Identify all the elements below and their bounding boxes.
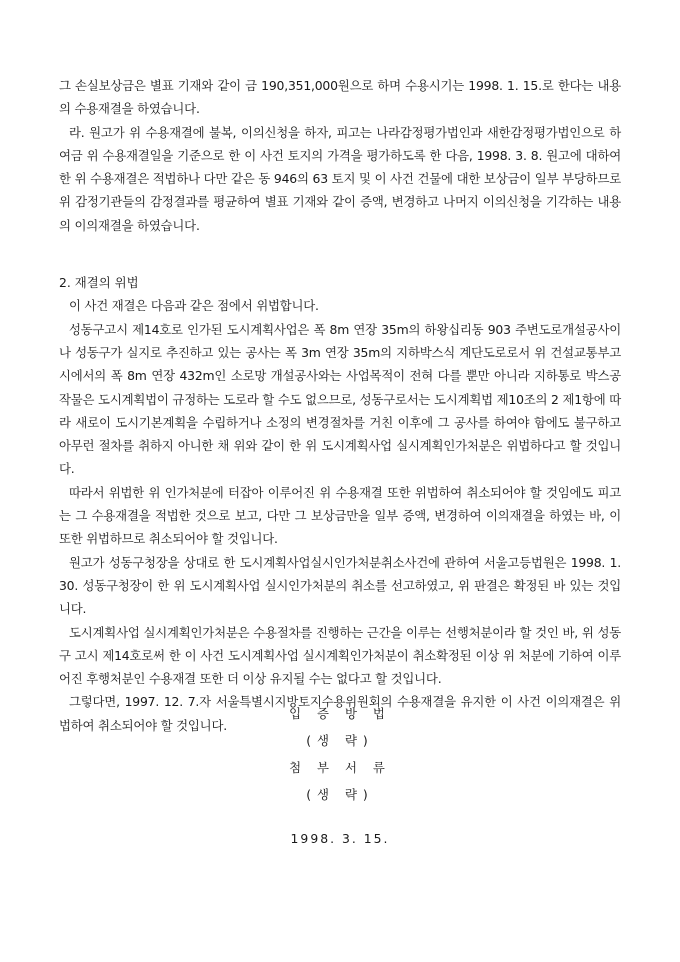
document-date: 1998. 3. 15. — [290, 831, 390, 846]
evidence-note: (생 략) — [306, 733, 374, 748]
attachments-note: (생 략) — [306, 787, 374, 802]
section-heading-illegality: 2. 재결의 위법 — [59, 275, 139, 291]
evidence-heading: 입 증 방 법 — [289, 706, 391, 721]
document-body — [59, 74, 621, 737]
paragraph-court-ruling: 원고가 성동구청장을 상대로 한 도시계획사업실시인가처분취소사건에 관하여 서울고등법원은 1998. 1. 30. 성동구청장이 한 위 도시계획사업 실시인가처분의 취소를 선고하였고, 위 판결은 확정된 바 있는 것입니다. — [59, 554, 621, 617]
paragraph-objection: 라. 원고가 위 수용재결에 불복, 이의신청을 하자, 피고는 나라감정평가법인과 새한감정평가법인으로 하여금 위 수용재결일을 기준으로 한 이 사건 토지의 가격을 평가하도록 한 다음, 1998. 3. 8. 원고에 대하여 한 위 수용재결은 적법하나 다만 같은 동 946의 63 토지 및 이 사건 건물에 대한 보상금이 일부 부당하므로 위 감정기관들의 감정결과를 평균하여 별표 기재와 같이 증액, 변경하고 나머지 이의신청을 기각하는 내용의 이의재결을 하였습니다. — [59, 124, 621, 233]
attachments-heading: 첨 부 서 류 — [289, 760, 391, 775]
paragraph-therefore: 따라서 위법한 위 인가처분에 터잡아 이루어진 위 수용재결 또한 위법하여 취소되어야 할 것임에도 피고는 그 수용재결을 적법한 것으로 보고, 다만 그 보상금만을 일부 증액, 변경하여 이의재결을 하였는 바, 이 또한 위법하므로 취소되어야 할 것입니다. — [59, 484, 621, 547]
evidence-section — [0, 700, 680, 808]
paragraph-intro: 이 사건 재결은 다음과 같은 점에서 위법합니다. — [69, 298, 319, 314]
paragraph-compensation: 그 손실보상금은 별표 기재와 같이 금 190,351,000원으로 하며 수용시기는 1998. 1. 15.로 한다는 내용의 수용재결을 하였습니다. — [59, 78, 621, 117]
spacer — [59, 237, 621, 271]
paragraph-prior-disposition: 도시계획사업 실시계획인가처분은 수용절차를 진행하는 근간을 이루는 선행처분이라 할 것인 바, 위 성동구 고시 제14호로써 한 이 사건 도시계획사업 실시계획인가처분이 취소확정된 이상 위 처분에 기하여 이루어진 후행처분인 수용재결 또한 더 이상 유지될 수는 없다고 할 것입니다. — [59, 624, 621, 687]
paragraph-project: 성동구고시 제14호로 인가된 도시계획사업은 폭 8m 연장 35m의 하왕십리동 903 주변도로개설공사이나 성동구가 실지로 추진하고 있는 공사는 폭 3m 연장 35m의 지하박스식 계단도로로서 위 건설교통부고시에서의 폭 8m 연장 432m인 소로망 개설공사와는 사업목적이 전혀 다를 뿐만 아니라 지하통로 박스공작물은 도시계획법이 규정하는 도로라 할 수도 없으므로, 성동구로서는 도시계획법 제10조의 2 제1항에 따라 새로이 도시기본계획을 수립하거나 소정의 변경절차를 거친 이후에 그 공사를 하여야 함에도 불구하고 아무런 절차를 취하지 아니한 채 위와 같이 한 위 도시계획사업 실시계획인가처분은 위법하다고 할 것입니다. — [59, 321, 621, 477]
paragraph-conclusion: 그렇다면, 1997. 12. 7.자 서울특별시지방토지수용위원회의 수용재결을 유지한 이 사건 이의재결은 위법하여 취소되어야 할 것입니다. — [59, 694, 621, 733]
